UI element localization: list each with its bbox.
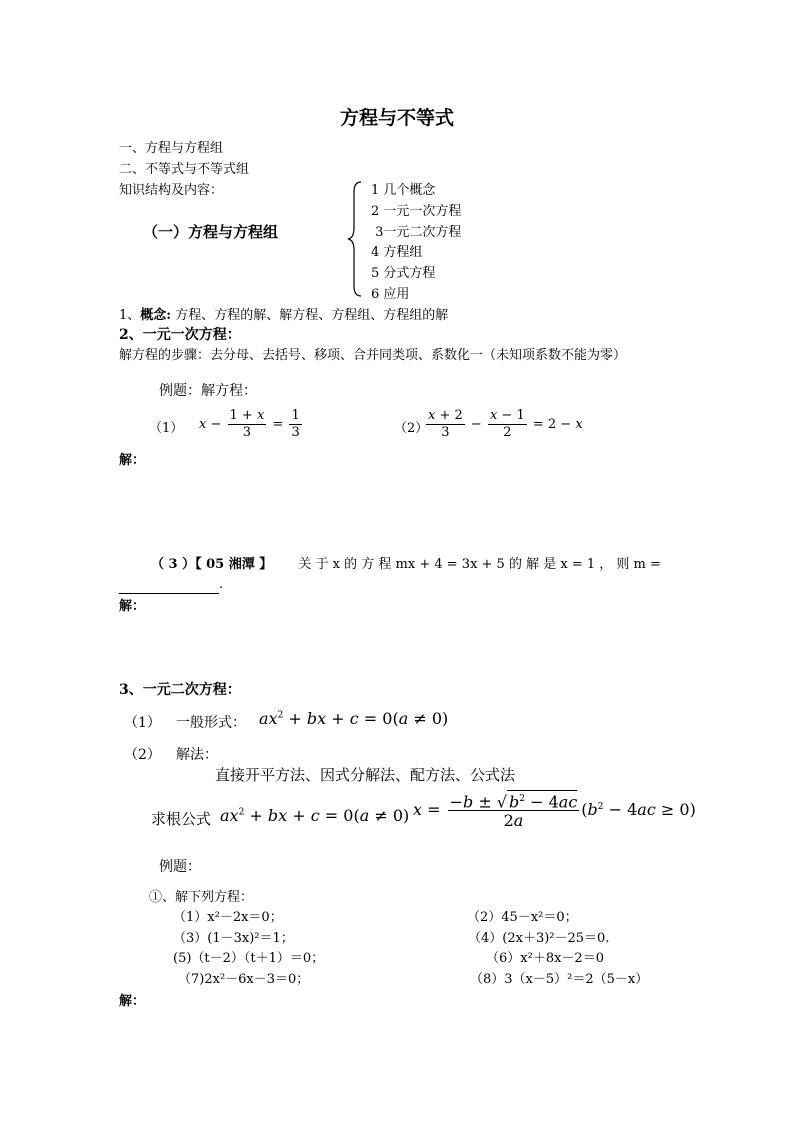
linear-steps: 解方程的步骤：去分母、去括号、移项、合并同类项、系数化一（未知项系数不能为零） xyxy=(119,348,627,363)
outline-item-1: 一、方程与方程组 xyxy=(119,141,224,156)
brace-item-4: 4 方程组 xyxy=(371,245,423,260)
quadratic-heading: 3、一元二次方程： xyxy=(119,682,241,698)
general-form-equation: $ax^2$ + bx + c = 0(a ≠ 0) xyxy=(259,709,449,728)
solve-label-1: 解： xyxy=(119,453,146,468)
problem-8: （8）3（x－5）²＝2（5－x） xyxy=(470,972,649,987)
problem-2: （2）45－x²＝0； xyxy=(467,910,578,925)
quadratic-formula: x = $\frac{-b \pm √ b^2 - 4ac}{2a}$ $(b^2 - 4ac \ge 0)$ xyxy=(413,790,696,831)
example-3-source: （ 3 ）【 05 湘潭 】 xyxy=(151,557,273,572)
problem-5: (5)（t－2）（t＋1）＝0； xyxy=(173,951,325,966)
concepts-line xyxy=(119,307,448,325)
concepts-number: 1、 xyxy=(119,308,141,323)
brace-item-1: 1 几个概念 xyxy=(371,183,436,198)
methods-list: 直接开平方法、因式分解法、配方法、公式法 xyxy=(215,766,516,784)
quadratic-example-label: 例题： xyxy=(159,859,201,875)
page-title: 方程与不等式 xyxy=(339,107,454,129)
general-form-label: （1） xyxy=(124,715,161,731)
problem-4: （4）(2x＋3)²－25＝0. xyxy=(468,931,610,946)
example-3-text: 关 于 x 的 方 程 mx + 4 = 3x + 5 的 解 是 x = 1 ， 则 m = xyxy=(298,557,661,572)
brace-item-2: 2 一元一次方程 xyxy=(371,204,462,219)
structure-label: 知识结构及内容： xyxy=(119,183,224,198)
general-form-text: 一般形式： xyxy=(176,715,246,731)
problem-3: （3）(1－3x)²＝1； xyxy=(173,931,294,946)
example-3-end: . xyxy=(219,577,224,592)
brace-item-6: 6 应用 xyxy=(371,287,410,302)
example-1-label: （1） xyxy=(149,421,184,436)
problem-6: （6）x²＋8x－2＝0 xyxy=(486,951,604,966)
formula-equation: $ax^2$ + bx + c = 0(a ≠ 0) xyxy=(220,806,410,825)
example-2-label: （2） xyxy=(394,421,429,436)
section-heading-equations: （一）方程与方程组 xyxy=(143,223,279,241)
method-label: （2） xyxy=(124,747,161,763)
formula-label: 求根公式 xyxy=(151,810,212,828)
concepts-text: 方程、方程的解、解方程、方程组、方程组的解 xyxy=(171,308,449,323)
answer-blank[interactable] xyxy=(119,579,219,594)
method-text: 解法： xyxy=(176,747,218,763)
example-3-answer-line xyxy=(119,576,223,594)
concepts-label: 概念: xyxy=(140,308,172,323)
example-3-line xyxy=(151,556,661,574)
solve-label-3: 解： xyxy=(119,994,146,1009)
brace-item-5: 5 分式方程 xyxy=(371,266,436,281)
quadratic-sub-heading: ①、解下列方程： xyxy=(149,890,254,905)
problem-7: （7)2x²－6x－3＝0； xyxy=(178,972,310,987)
curly-brace-icon xyxy=(345,180,365,298)
problem-1: （1）x²－2x＝0； xyxy=(173,910,283,925)
example-2-equation: $\frac{x + 2}{3}$ − $\frac{x - 1}{2}$ = 2 − x xyxy=(428,408,583,440)
brace-item-3: 3一元二次方程 xyxy=(371,225,462,240)
outline-item-2: 二、不等式与不等式组 xyxy=(119,162,250,177)
linear-heading: 2、一元一次方程： xyxy=(119,327,241,343)
linear-example-label: 例题：解方程： xyxy=(159,383,257,399)
example-1-equation: x − $\frac{1 + x}{3}$ = $\frac{1}{3}$ xyxy=(199,408,300,440)
solve-label-2: 解： xyxy=(119,599,146,614)
